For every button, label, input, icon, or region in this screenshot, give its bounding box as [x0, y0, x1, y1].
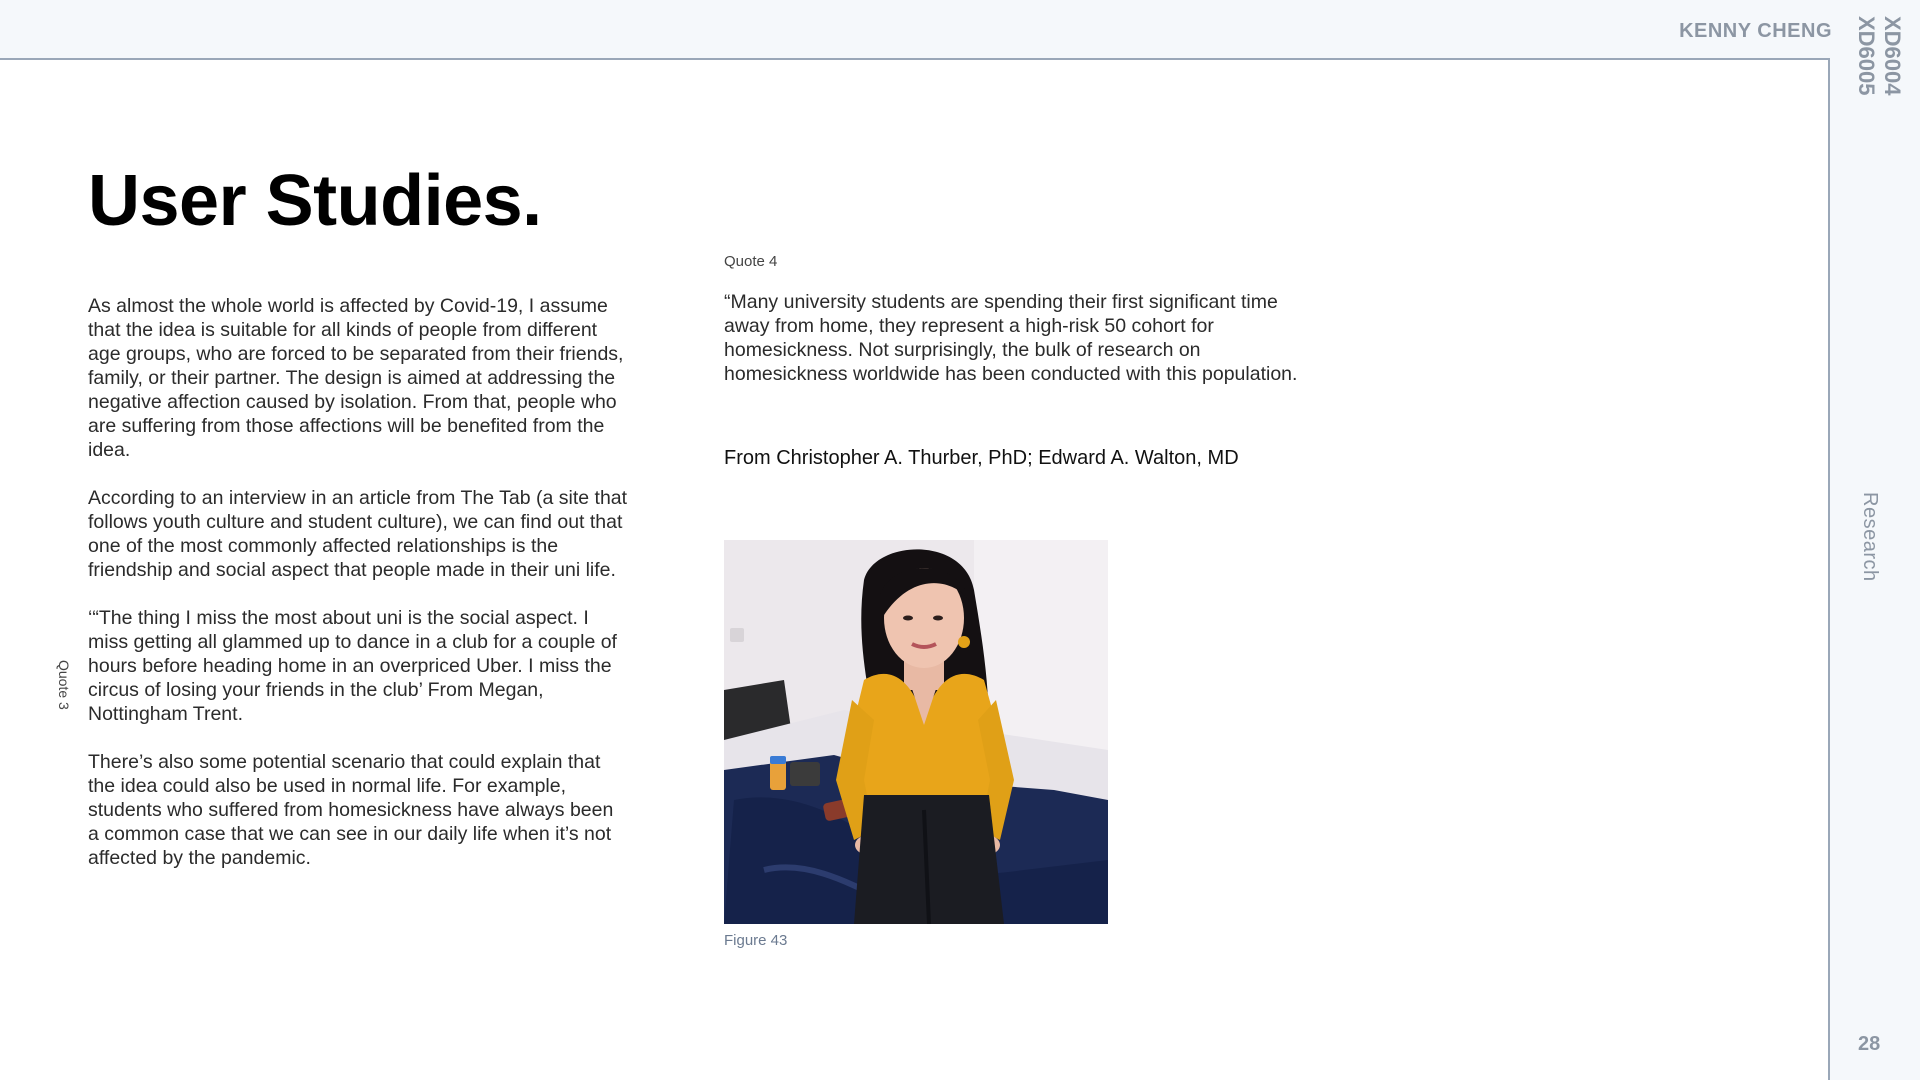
paragraph-quote3: ‘“The thing I miss the most about uni is the social aspect. I miss getting all glammed up to dance in a club for a couple of hours before heading home in an overpriced Uber. I miss the circus of losing your friends in the club’ From Megan, Nottingham Trent. [88, 607, 617, 725]
quote4-label: Quote 4 [724, 253, 778, 270]
paragraph-covid: As almost the whole world is affected by Covid-19, I assume that the idea is suitable for all kinds of people from different age groups, who are forced to be separated from their friends, family, or their partner. The design is aimed at addressing the negative affection caused by isolation. From that, people who are suffering from those affections will be benefited from the idea. [88, 295, 624, 461]
figure-caption: Figure 43 [724, 932, 788, 949]
body-text [88, 294, 628, 894]
paragraph-interview: According to an interview in an article from The Tab (a site that follows youth culture and student culture), we can find out that one of the most commonly affected relationships is the friendship and social aspect that people made in their uni life. [88, 487, 628, 581]
page-number: 28 [1858, 1033, 1881, 1055]
figure-photo [724, 540, 1108, 924]
quote4-text: “Many university students are spending their first significant time away from home, they represent a high-risk 50 cohort for homesickness. Not surprisingly, the bulk of research on homesickness worldwide has been conducted with this population. [724, 291, 1298, 385]
author-name: KENNY CHENG [1679, 20, 1832, 42]
quote3-label: Quote 3 [56, 660, 72, 710]
page-title: User Studies. [88, 161, 542, 241]
quote4-attribution: From Christopher A. Thurber, PhD; Edward A. Walton, MD [724, 447, 1239, 469]
section-label: Research [1859, 492, 1881, 582]
course-code: XD6004 XD6005 [1854, 16, 1905, 96]
paragraph-homesickness: There’s also some potential scenario that could explain that the idea could also be used in normal life. For example, students who suffered from homesickness have always been a common case that we can see in our daily life when it’s not affected by the pandemic. [88, 751, 614, 869]
